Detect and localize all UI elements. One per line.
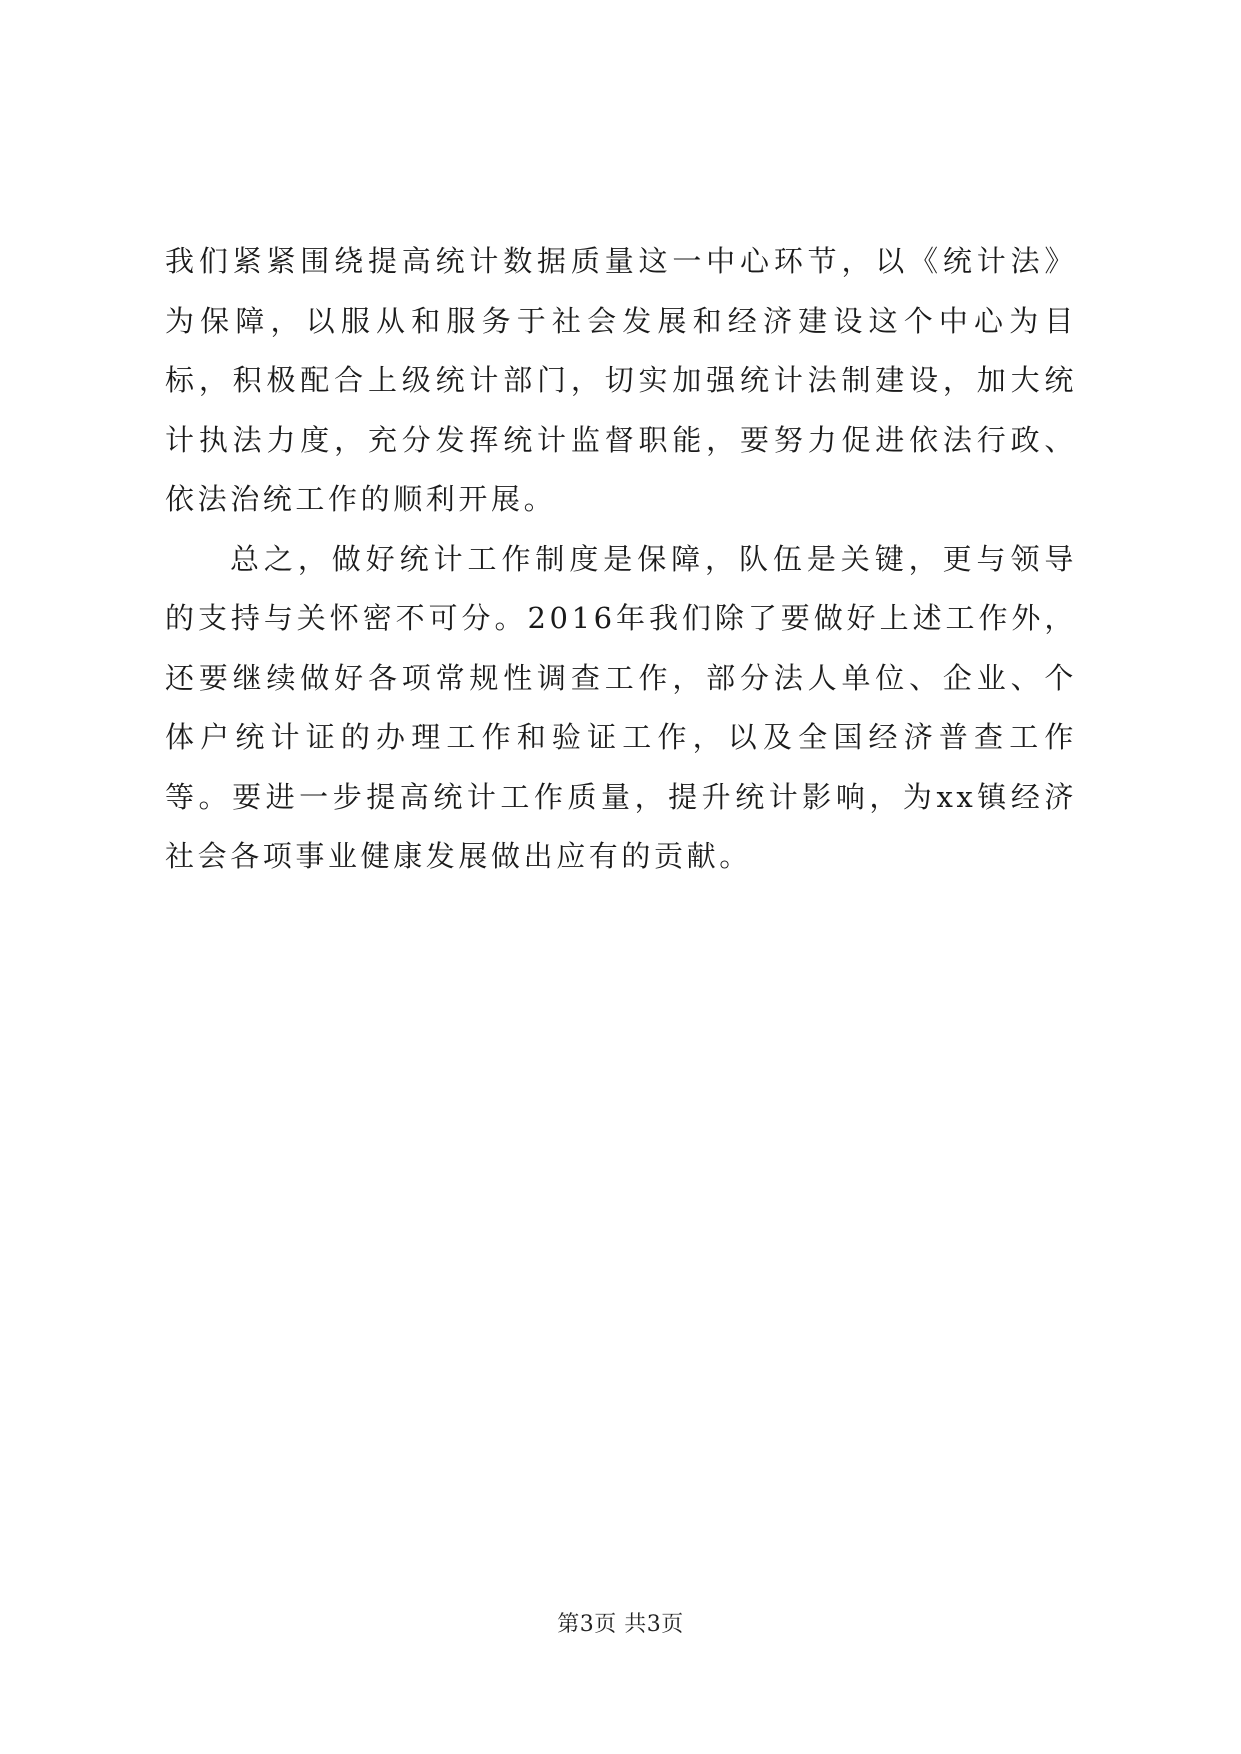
page-number-footer: 第3页 共3页 — [557, 1612, 684, 1637]
document-body — [165, 232, 1077, 887]
paragraph-1: 我们紧紧围绕提高统计数据质量这一中心环节，以《统计法》为保障，以服从和服务于社会发展和经济建设这个中心为目标，积极配合上级统计部门，切实加强统计法制建设，加大统计执法力度，充分发挥统计监督职能，要努力促进依法行政、依法治统工作的顺利开展。 — [165, 244, 1077, 516]
paragraph-2: 总之，做好统计工作制度是保障，队伍是关键，更与领导的支持与关怀密不可分。2016年我们除了要做好上述工作外，还要继续做好各项常规性调查工作，部分法人单位、企业、个体户统计证的办理工作和验证工作，以及全国经济普查工作等。要进一步提高统计工作质量，提升统计影响，为xx镇经济社会各项事业健康发展做出应有的贡献。 — [165, 541, 1077, 873]
